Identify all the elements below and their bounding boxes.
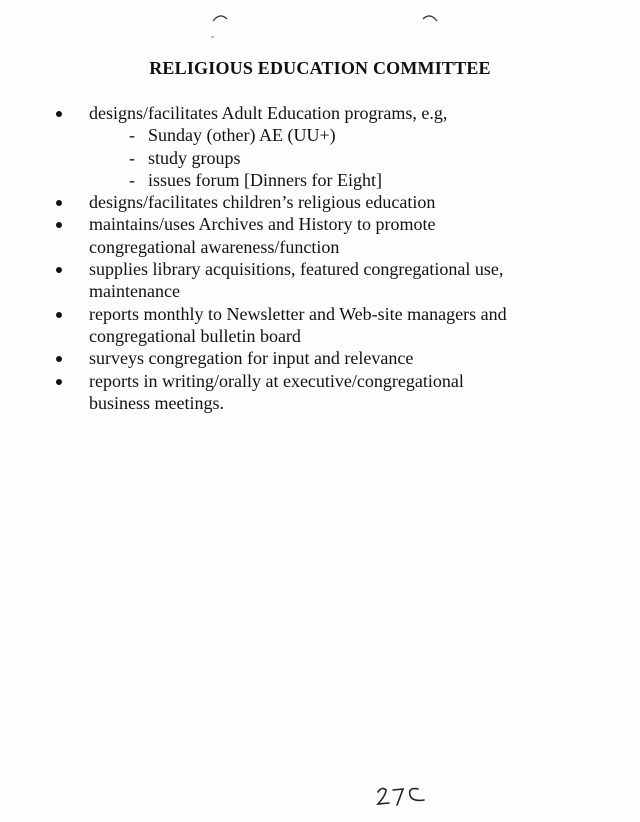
responsibilities-list: [0, 102, 640, 414]
list-item: [0, 213, 640, 258]
sub-list-item-text: study groups: [148, 147, 241, 168]
bullet-icon: [56, 222, 62, 228]
list-item-text: reports monthly to Newsletter and Web-site managers and: [89, 303, 507, 324]
list-item: [0, 370, 640, 415]
dash-icon: -: [129, 147, 135, 168]
bullet-icon: [56, 356, 62, 362]
handwritten-page-number: [374, 782, 434, 812]
list-item-text: reports in writing/orally at executive/congregational: [89, 370, 464, 391]
sub-list-item: [0, 124, 640, 146]
list-item-text: surveys congregation for input and relevance: [89, 348, 414, 369]
bullet-icon: [56, 200, 62, 206]
bullet-icon: [56, 267, 62, 273]
bullet-icon: [56, 111, 62, 117]
list-item-text: supplies library acquisitions, featured congregational use,: [89, 259, 504, 280]
list-item-text-continued: maintenance: [89, 281, 180, 302]
list-item: [0, 303, 640, 348]
list-item-text: designs/facilitates children’s religious education: [89, 192, 436, 213]
punch-hole-mark-right: [422, 12, 438, 22]
punch-hole-mark-left: [212, 12, 228, 22]
bullet-icon: [56, 379, 62, 385]
sub-list-item: [0, 147, 640, 169]
dash-icon: -: [129, 125, 135, 146]
list-item-text-continued: congregational awareness/function: [89, 236, 340, 257]
sub-list-item-text: Sunday (other) AE (UU+): [148, 125, 336, 146]
list-item: [0, 191, 640, 213]
list-item: [0, 347, 640, 369]
list-item-text: designs/facilitates Adult Education programs, e.g,: [89, 103, 448, 123]
list-item: [0, 102, 640, 124]
bullet-icon: [56, 312, 62, 318]
list-item-text-continued: congregational bulletin board: [89, 325, 301, 346]
list-item-text-continued: business meetings.: [89, 392, 224, 413]
scan-speck: [211, 36, 214, 38]
sub-list-item: [0, 169, 640, 191]
list-item-text: maintains/uses Archives and History to promote: [89, 214, 436, 235]
sub-list-item-text: issues forum [Dinners for Eight]: [148, 169, 382, 190]
list-item: [0, 258, 640, 303]
page-title: RELIGIOUS EDUCATION COMMITTEE: [149, 58, 491, 78]
dash-icon: -: [129, 169, 135, 190]
